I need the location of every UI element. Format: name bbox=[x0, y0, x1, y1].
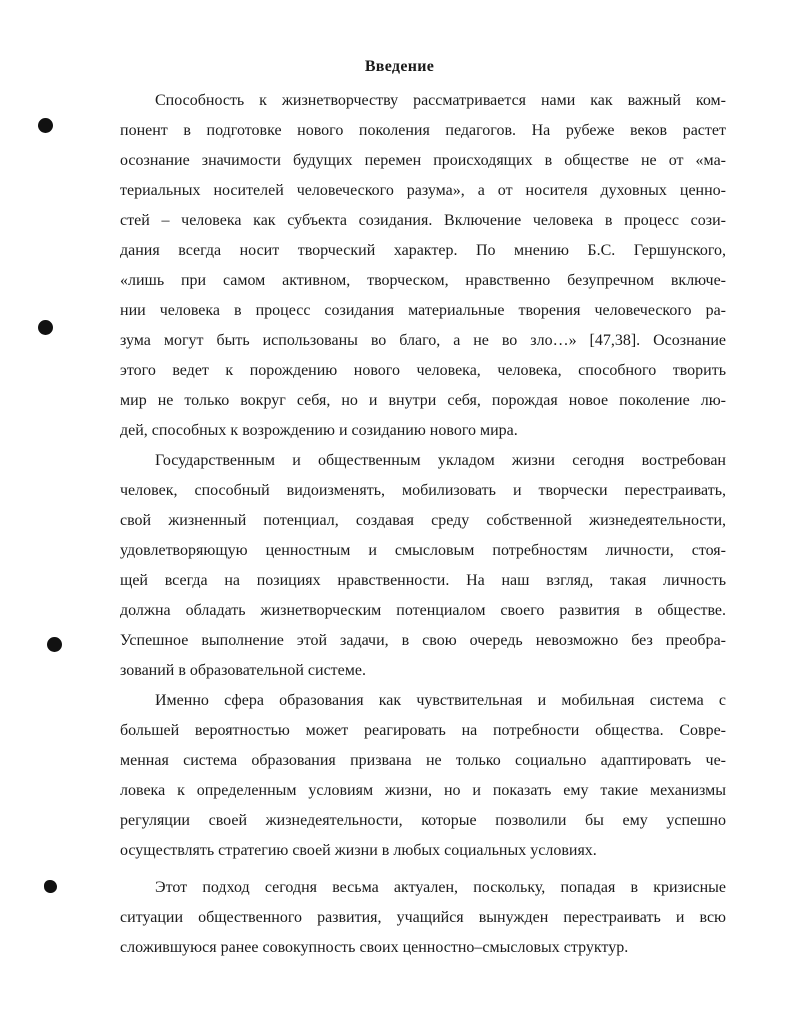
paragraph-line: териальных носителей человеческого разума», а от носителя духовных ценно- bbox=[120, 182, 726, 199]
paragraph-line: зований в образовательной системе. bbox=[120, 662, 366, 679]
page-title: Введение bbox=[364, 58, 435, 75]
paragraph-line: удовлетворяющую ценностным и смысловым потребностям личности, стоя- bbox=[120, 542, 726, 559]
paragraph-line: нии человека в процесс созидания материальные творения человеческого ра- bbox=[120, 302, 726, 319]
paragraph-line: дей, способных к возрождению и созиданию нового мира. bbox=[120, 422, 518, 439]
paragraph-line: этого ведет к порождению нового человека, человека, способного творить bbox=[120, 362, 726, 379]
paragraph-line: должна обладать жизнетворческим потенциалом своего развития в обществе. bbox=[120, 602, 726, 619]
paragraph-line: осознание значимости будущих перемен происходящих в обществе не от «ма- bbox=[120, 152, 726, 169]
paragraph-line: свой жизненный потенциал, создавая среду собственной жизнедеятельности, bbox=[120, 512, 726, 529]
paragraph-line: ловека к определенным условиям жизни, но и показать ему такие механизмы bbox=[120, 782, 726, 799]
paragraph-line: дания всегда носит творческий характер. По мнению Б.С. Гершунского, bbox=[120, 242, 726, 259]
paragraph-line: регуляции своей жизнедеятельности, которые позволили бы ему успешно bbox=[120, 812, 726, 829]
binder-hole-mark bbox=[38, 320, 53, 335]
paragraph-line: человек, способный видоизменять, мобилизовать и творчески перестраивать, bbox=[120, 482, 726, 499]
paragraph-line: Способность к жизнетворчеству рассматривается нами как важный ком- bbox=[155, 92, 726, 109]
paragraph-line: мир не только вокруг себя, но и внутри себя, порождая новое поколение лю- bbox=[120, 392, 726, 409]
paragraph-line: менная система образования призвана не только социально адаптировать че- bbox=[120, 752, 726, 769]
paragraph-line: стей – человека как субъекта созидания. Включение человека в процесс сози- bbox=[120, 212, 726, 229]
scan-artifact-mark bbox=[44, 880, 57, 893]
paragraph-line: осуществлять стратегию своей жизни в любых социальных условиях. bbox=[120, 842, 597, 859]
paragraph-line: большей вероятностью может реагировать на потребности общества. Совре- bbox=[120, 722, 726, 739]
paragraph-line: щей всегда на позициях нравственности. На наш взгляд, такая личность bbox=[120, 572, 726, 589]
paragraph-line: зума могут быть использованы во благо, а не во зло…» [47,38]. Осознание bbox=[120, 332, 726, 349]
paragraph-line: Этот подход сегодня весьма актуален, поскольку, попадая в кризисные bbox=[155, 879, 726, 896]
binder-hole-mark bbox=[47, 637, 62, 652]
paragraph-line: ситуации общественного развития, учащийся вынужден перестраивать и всю bbox=[120, 909, 726, 926]
paragraph-line: понент в подготовке нового поколения педагогов. На рубеже веков растет bbox=[120, 122, 726, 139]
paragraph-line: «лишь при самом активном, творческом, нравственно безупречном включе- bbox=[120, 272, 726, 289]
binder-hole-mark bbox=[38, 118, 53, 133]
paragraph-line: Успешное выполнение этой задачи, в свою очередь невозможно без преобра- bbox=[120, 632, 726, 649]
paragraph-line: Государственным и общественным укладом жизни сегодня востребован bbox=[155, 452, 726, 469]
paragraph-line: Именно сфера образования как чувствительная и мобильная система с bbox=[155, 692, 726, 709]
paragraph-line: сложившуюся ранее совокупность своих ценностно–смысловых структур. bbox=[120, 939, 629, 956]
